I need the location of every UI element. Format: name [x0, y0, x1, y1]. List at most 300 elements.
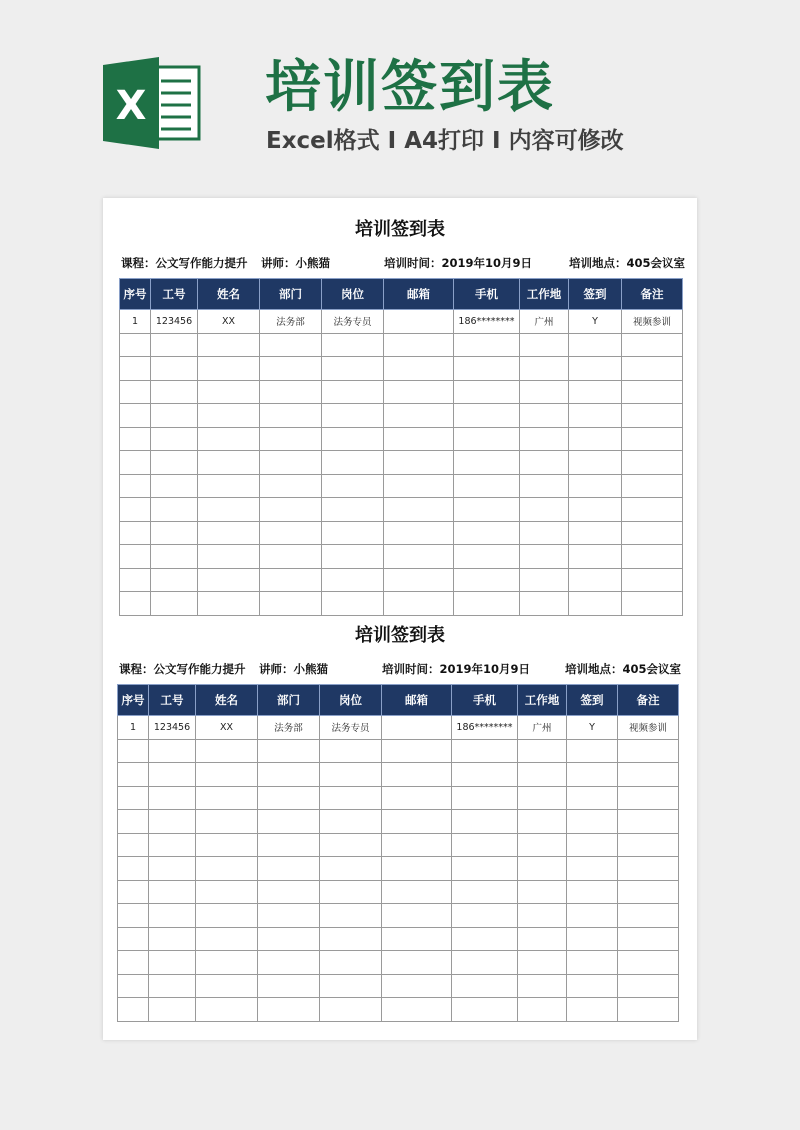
- table-cell[interactable]: 广州: [520, 310, 569, 334]
- table-cell[interactable]: [618, 998, 679, 1022]
- table-cell[interactable]: [454, 333, 520, 357]
- table-cell[interactable]: [567, 904, 618, 928]
- table-cell[interactable]: [382, 857, 452, 881]
- table-cell[interactable]: 1: [120, 310, 151, 334]
- table-cell[interactable]: [622, 545, 683, 569]
- table-cell[interactable]: [320, 833, 382, 857]
- table-cell[interactable]: [120, 568, 151, 592]
- table-cell[interactable]: [622, 380, 683, 404]
- table-cell[interactable]: [151, 568, 198, 592]
- table-cell[interactable]: [198, 545, 260, 569]
- table-cell[interactable]: [151, 380, 198, 404]
- table-cell[interactable]: [520, 451, 569, 475]
- column-header: 备注: [622, 279, 683, 310]
- column-header: 工作地: [520, 279, 569, 310]
- table-cell[interactable]: [196, 904, 258, 928]
- table-cell[interactable]: [196, 739, 258, 763]
- time-info: 培训时间：2019年10月9日: [384, 256, 533, 270]
- table-cell[interactable]: [149, 857, 196, 881]
- table-cell[interactable]: [618, 857, 679, 881]
- table-cell[interactable]: XX: [198, 310, 260, 334]
- course-info: 课程：公文写作能力提升: [119, 662, 246, 676]
- table-row: [118, 998, 679, 1022]
- table-cell[interactable]: [149, 951, 196, 975]
- place-info: 培训地点：405会议室: [569, 256, 686, 270]
- table-cell[interactable]: [518, 833, 567, 857]
- table-cell[interactable]: [382, 739, 452, 763]
- table-cell[interactable]: [120, 357, 151, 381]
- table-cell[interactable]: 123456: [149, 716, 196, 740]
- table-row: [120, 427, 683, 451]
- table-cell[interactable]: [384, 521, 454, 545]
- table-row: [120, 474, 683, 498]
- table-cell[interactable]: [196, 763, 258, 787]
- table-cell[interactable]: [118, 951, 149, 975]
- table-cell[interactable]: [520, 521, 569, 545]
- table-cell[interactable]: [322, 474, 384, 498]
- table-cell[interactable]: XX: [196, 716, 258, 740]
- table-cell[interactable]: [384, 545, 454, 569]
- table-cell[interactable]: [149, 974, 196, 998]
- table-cell[interactable]: [520, 568, 569, 592]
- table-cell[interactable]: [118, 739, 149, 763]
- table-cell[interactable]: [567, 927, 618, 951]
- table-cell[interactable]: [198, 451, 260, 475]
- table-cell[interactable]: 视频参训: [618, 716, 679, 740]
- table-cell[interactable]: [260, 404, 322, 428]
- table-cell[interactable]: [322, 568, 384, 592]
- table-cell[interactable]: 186********: [454, 310, 520, 334]
- table-cell[interactable]: [384, 310, 454, 334]
- table-cell[interactable]: [118, 857, 149, 881]
- table-cell[interactable]: [382, 763, 452, 787]
- column-header: 工作地: [518, 685, 567, 716]
- table-cell[interactable]: [198, 357, 260, 381]
- table-cell[interactable]: [322, 498, 384, 522]
- table-cell[interactable]: [196, 786, 258, 810]
- table-cell[interactable]: [198, 333, 260, 357]
- table-cell[interactable]: [322, 521, 384, 545]
- table-cell[interactable]: [622, 521, 683, 545]
- table-cell[interactable]: [322, 451, 384, 475]
- table-cell[interactable]: [118, 833, 149, 857]
- table-cell[interactable]: [322, 404, 384, 428]
- table-cell[interactable]: [518, 857, 567, 881]
- table-cell[interactable]: 1: [118, 716, 149, 740]
- table-cell[interactable]: [567, 974, 618, 998]
- table-cell[interactable]: [518, 974, 567, 998]
- table-cell[interactable]: [384, 427, 454, 451]
- table-cell[interactable]: [518, 739, 567, 763]
- table-cell[interactable]: [622, 568, 683, 592]
- table-cell[interactable]: 广州: [518, 716, 567, 740]
- table-cell[interactable]: [320, 951, 382, 975]
- table-cell[interactable]: [120, 545, 151, 569]
- excel-icon: [103, 57, 203, 149]
- table-cell[interactable]: [384, 451, 454, 475]
- table-cell[interactable]: [149, 880, 196, 904]
- table-cell[interactable]: [120, 474, 151, 498]
- table-cell[interactable]: [520, 592, 569, 616]
- time-info: 培训时间：2019年10月9日: [382, 662, 531, 676]
- column-header: 姓名: [196, 685, 258, 716]
- table-cell[interactable]: [260, 521, 322, 545]
- table-cell[interactable]: [320, 857, 382, 881]
- table-cell[interactable]: [618, 951, 679, 975]
- table-cell[interactable]: [520, 498, 569, 522]
- table-cell[interactable]: [196, 951, 258, 975]
- table-cell[interactable]: [198, 380, 260, 404]
- table-cell[interactable]: [454, 568, 520, 592]
- table-cell[interactable]: [452, 763, 518, 787]
- table-cell[interactable]: [149, 810, 196, 834]
- table-cell[interactable]: [322, 333, 384, 357]
- table-cell[interactable]: [569, 451, 622, 475]
- table-cell[interactable]: [452, 998, 518, 1022]
- table-cell[interactable]: [120, 404, 151, 428]
- table-cell[interactable]: [322, 357, 384, 381]
- table-cell[interactable]: [622, 427, 683, 451]
- table-cell[interactable]: [258, 810, 320, 834]
- table-cell[interactable]: 123456: [151, 310, 198, 334]
- table-cell[interactable]: [320, 763, 382, 787]
- table-cell[interactable]: [618, 763, 679, 787]
- table-cell[interactable]: [567, 998, 618, 1022]
- table-cell[interactable]: [384, 498, 454, 522]
- table-cell[interactable]: [618, 833, 679, 857]
- table-cell[interactable]: [382, 927, 452, 951]
- table-row: [120, 451, 683, 475]
- table-cell[interactable]: [149, 763, 196, 787]
- table-cell[interactable]: [569, 404, 622, 428]
- table-row: [118, 951, 679, 975]
- table-cell[interactable]: [622, 404, 683, 428]
- table-cell[interactable]: [149, 904, 196, 928]
- table-cell[interactable]: [618, 880, 679, 904]
- table-cell[interactable]: [618, 904, 679, 928]
- table-cell[interactable]: 法务部: [260, 310, 322, 334]
- table-cell[interactable]: [618, 786, 679, 810]
- table-cell[interactable]: [260, 498, 322, 522]
- table-cell[interactable]: [258, 927, 320, 951]
- table-cell[interactable]: [118, 974, 149, 998]
- table-cell[interactable]: [258, 998, 320, 1022]
- table-cell[interactable]: [384, 568, 454, 592]
- table-cell[interactable]: [452, 974, 518, 998]
- banner-subtitle: Excel格式 I A4打印 I 内容可修改: [266, 128, 624, 154]
- table-row: [118, 810, 679, 834]
- column-header: 签到: [569, 279, 622, 310]
- table-cell[interactable]: [260, 333, 322, 357]
- table-cell[interactable]: [569, 568, 622, 592]
- table-cell[interactable]: [622, 333, 683, 357]
- table-cell[interactable]: [118, 810, 149, 834]
- table-cell[interactable]: [320, 880, 382, 904]
- table-cell[interactable]: [151, 357, 198, 381]
- column-header: 手机: [452, 685, 518, 716]
- table-cell[interactable]: [567, 786, 618, 810]
- table-cell[interactable]: [452, 927, 518, 951]
- table-cell[interactable]: [569, 333, 622, 357]
- table-cell[interactable]: [452, 833, 518, 857]
- table-cell[interactable]: [151, 427, 198, 451]
- table-cell[interactable]: [118, 763, 149, 787]
- table-cell[interactable]: [518, 904, 567, 928]
- table-cell[interactable]: [384, 333, 454, 357]
- table-cell[interactable]: [454, 521, 520, 545]
- table-cell[interactable]: [452, 810, 518, 834]
- table-cell[interactable]: [454, 404, 520, 428]
- table-cell[interactable]: [569, 474, 622, 498]
- table-cell[interactable]: [454, 498, 520, 522]
- table-cell[interactable]: [120, 521, 151, 545]
- table-row: [120, 357, 683, 381]
- table-row: [118, 763, 679, 787]
- table-cell[interactable]: [196, 810, 258, 834]
- table-cell[interactable]: [198, 498, 260, 522]
- table-cell[interactable]: [149, 833, 196, 857]
- column-header: 序号: [118, 685, 149, 716]
- table-cell[interactable]: [454, 451, 520, 475]
- column-header: 签到: [567, 685, 618, 716]
- table-cell[interactable]: 法务专员: [322, 310, 384, 334]
- table-cell[interactable]: [198, 592, 260, 616]
- table-cell[interactable]: [260, 474, 322, 498]
- table-cell[interactable]: [454, 545, 520, 569]
- table-cell[interactable]: [454, 357, 520, 381]
- table-cell[interactable]: [622, 451, 683, 475]
- table-cell[interactable]: [198, 521, 260, 545]
- table-cell[interactable]: [260, 427, 322, 451]
- table-cell[interactable]: [258, 739, 320, 763]
- table-cell[interactable]: [569, 380, 622, 404]
- table-cell[interactable]: [322, 427, 384, 451]
- table-cell[interactable]: [151, 521, 198, 545]
- table-cell[interactable]: [120, 333, 151, 357]
- table-cell[interactable]: [258, 786, 320, 810]
- table-cell[interactable]: [520, 404, 569, 428]
- table-row: [118, 880, 679, 904]
- table-row: [118, 904, 679, 928]
- banner: [0, 0, 800, 190]
- table-cell[interactable]: [569, 498, 622, 522]
- table-cell[interactable]: [320, 810, 382, 834]
- table-cell[interactable]: [520, 333, 569, 357]
- table-cell[interactable]: [382, 786, 452, 810]
- table-cell[interactable]: [518, 927, 567, 951]
- table-cell[interactable]: 视频参训: [622, 310, 683, 334]
- table-cell[interactable]: 法务专员: [320, 716, 382, 740]
- table-cell[interactable]: [452, 904, 518, 928]
- table-cell[interactable]: [196, 927, 258, 951]
- table-cell[interactable]: [151, 498, 198, 522]
- table-cell[interactable]: [567, 951, 618, 975]
- table-cell[interactable]: [452, 739, 518, 763]
- table-cell[interactable]: [567, 763, 618, 787]
- table-cell[interactable]: [196, 857, 258, 881]
- table-cell[interactable]: [118, 786, 149, 810]
- table-cell[interactable]: [322, 380, 384, 404]
- table-cell[interactable]: [320, 904, 382, 928]
- table-cell[interactable]: Y: [567, 716, 618, 740]
- table-cell[interactable]: [258, 974, 320, 998]
- table-cell[interactable]: [520, 357, 569, 381]
- table-cell[interactable]: [622, 498, 683, 522]
- table-cell[interactable]: [151, 474, 198, 498]
- table-cell[interactable]: [569, 357, 622, 381]
- table-cell[interactable]: [196, 998, 258, 1022]
- table-cell[interactable]: [567, 739, 618, 763]
- table-cell[interactable]: [120, 380, 151, 404]
- table-cell[interactable]: [518, 810, 567, 834]
- table-cell[interactable]: [118, 998, 149, 1022]
- column-header: 工号: [151, 279, 198, 310]
- table-cell[interactable]: [382, 951, 452, 975]
- table-cell[interactable]: [567, 833, 618, 857]
- table-cell[interactable]: [382, 833, 452, 857]
- table-cell[interactable]: [258, 833, 320, 857]
- table-cell[interactable]: [452, 880, 518, 904]
- table-cell[interactable]: [320, 786, 382, 810]
- table-cell[interactable]: [382, 880, 452, 904]
- table-cell[interactable]: [518, 880, 567, 904]
- column-header: 邮箱: [382, 685, 452, 716]
- section-title: 培训签到表: [355, 219, 445, 240]
- table-cell[interactable]: [520, 474, 569, 498]
- table-cell[interactable]: [258, 951, 320, 975]
- table-cell[interactable]: [382, 998, 452, 1022]
- table-cell[interactable]: [260, 592, 322, 616]
- table-cell[interactable]: [260, 380, 322, 404]
- table-cell[interactable]: [452, 786, 518, 810]
- table-cell[interactable]: 186********: [452, 716, 518, 740]
- table-cell[interactable]: [569, 592, 622, 616]
- table-cell[interactable]: [198, 404, 260, 428]
- table-cell[interactable]: [567, 880, 618, 904]
- table-cell[interactable]: [149, 786, 196, 810]
- table-cell[interactable]: [618, 974, 679, 998]
- column-header: 序号: [120, 279, 151, 310]
- table-cell[interactable]: [118, 927, 149, 951]
- place-info: 培训地点：405会议室: [565, 662, 682, 676]
- table-cell[interactable]: [120, 592, 151, 616]
- table-cell[interactable]: [118, 880, 149, 904]
- table-cell[interactable]: [151, 545, 198, 569]
- table-cell[interactable]: [518, 763, 567, 787]
- table-cell[interactable]: [518, 951, 567, 975]
- table-cell[interactable]: [151, 451, 198, 475]
- table-cell[interactable]: [569, 545, 622, 569]
- table-cell[interactable]: [260, 451, 322, 475]
- table-cell[interactable]: [260, 545, 322, 569]
- table-cell[interactable]: [196, 880, 258, 904]
- table-cell[interactable]: [384, 380, 454, 404]
- table-cell[interactable]: [149, 927, 196, 951]
- table-cell[interactable]: [452, 951, 518, 975]
- table-cell[interactable]: [198, 568, 260, 592]
- table-cell[interactable]: [258, 880, 320, 904]
- table-cell[interactable]: [149, 998, 196, 1022]
- table-cell[interactable]: [618, 927, 679, 951]
- table-cell[interactable]: [567, 857, 618, 881]
- table-cell[interactable]: [618, 739, 679, 763]
- table-cell[interactable]: [618, 810, 679, 834]
- table-cell[interactable]: [151, 592, 198, 616]
- table-cell[interactable]: [520, 545, 569, 569]
- table-cell[interactable]: [382, 810, 452, 834]
- table-cell[interactable]: [382, 974, 452, 998]
- table-cell[interactable]: [120, 451, 151, 475]
- table-cell[interactable]: [320, 927, 382, 951]
- course-info: 课程：公文写作能力提升: [121, 256, 248, 270]
- table-cell[interactable]: [198, 474, 260, 498]
- table-cell[interactable]: [454, 592, 520, 616]
- table-cell[interactable]: [151, 404, 198, 428]
- table-cell[interactable]: [196, 974, 258, 998]
- table-cell[interactable]: [198, 427, 260, 451]
- table-cell[interactable]: [322, 545, 384, 569]
- table-cell[interactable]: [382, 904, 452, 928]
- table-cell[interactable]: [518, 786, 567, 810]
- table-cell[interactable]: [320, 998, 382, 1022]
- table-cell[interactable]: [454, 474, 520, 498]
- table-cell[interactable]: [520, 427, 569, 451]
- column-header: 备注: [618, 685, 679, 716]
- table-row: [120, 545, 683, 569]
- table-cell[interactable]: 法务部: [258, 716, 320, 740]
- table-cell[interactable]: [258, 857, 320, 881]
- table-cell[interactable]: [320, 739, 382, 763]
- table-cell[interactable]: [384, 592, 454, 616]
- table-cell[interactable]: [120, 498, 151, 522]
- table-cell[interactable]: [151, 333, 198, 357]
- table-cell[interactable]: [384, 474, 454, 498]
- table-cell[interactable]: [260, 568, 322, 592]
- table-cell[interactable]: [622, 357, 683, 381]
- table-cell[interactable]: [258, 763, 320, 787]
- column-header: 岗位: [322, 279, 384, 310]
- lecturer-info: 讲师：小熊猫: [259, 662, 328, 676]
- table-cell[interactable]: [320, 974, 382, 998]
- table-cell[interactable]: [622, 592, 683, 616]
- table-cell[interactable]: [258, 904, 320, 928]
- table-row: [120, 498, 683, 522]
- table-cell[interactable]: [452, 857, 518, 881]
- table-cell[interactable]: Y: [569, 310, 622, 334]
- table-row: [118, 739, 679, 763]
- table-cell[interactable]: [120, 427, 151, 451]
- table-row: [118, 927, 679, 951]
- table-cell[interactable]: [118, 904, 149, 928]
- table-cell[interactable]: [384, 404, 454, 428]
- table-cell[interactable]: [149, 739, 196, 763]
- table-cell[interactable]: [622, 474, 683, 498]
- table-header-row: [120, 279, 683, 310]
- table-cell[interactable]: [384, 357, 454, 381]
- table-cell[interactable]: [196, 833, 258, 857]
- table-cell[interactable]: [518, 998, 567, 1022]
- table-cell[interactable]: [322, 592, 384, 616]
- table-cell[interactable]: [569, 521, 622, 545]
- table-cell[interactable]: [454, 380, 520, 404]
- table-cell[interactable]: [454, 427, 520, 451]
- table-cell[interactable]: [260, 357, 322, 381]
- table-cell[interactable]: [520, 380, 569, 404]
- table-cell[interactable]: [569, 427, 622, 451]
- table-cell[interactable]: [382, 716, 452, 740]
- table-cell[interactable]: [567, 810, 618, 834]
- table-row: [120, 310, 683, 334]
